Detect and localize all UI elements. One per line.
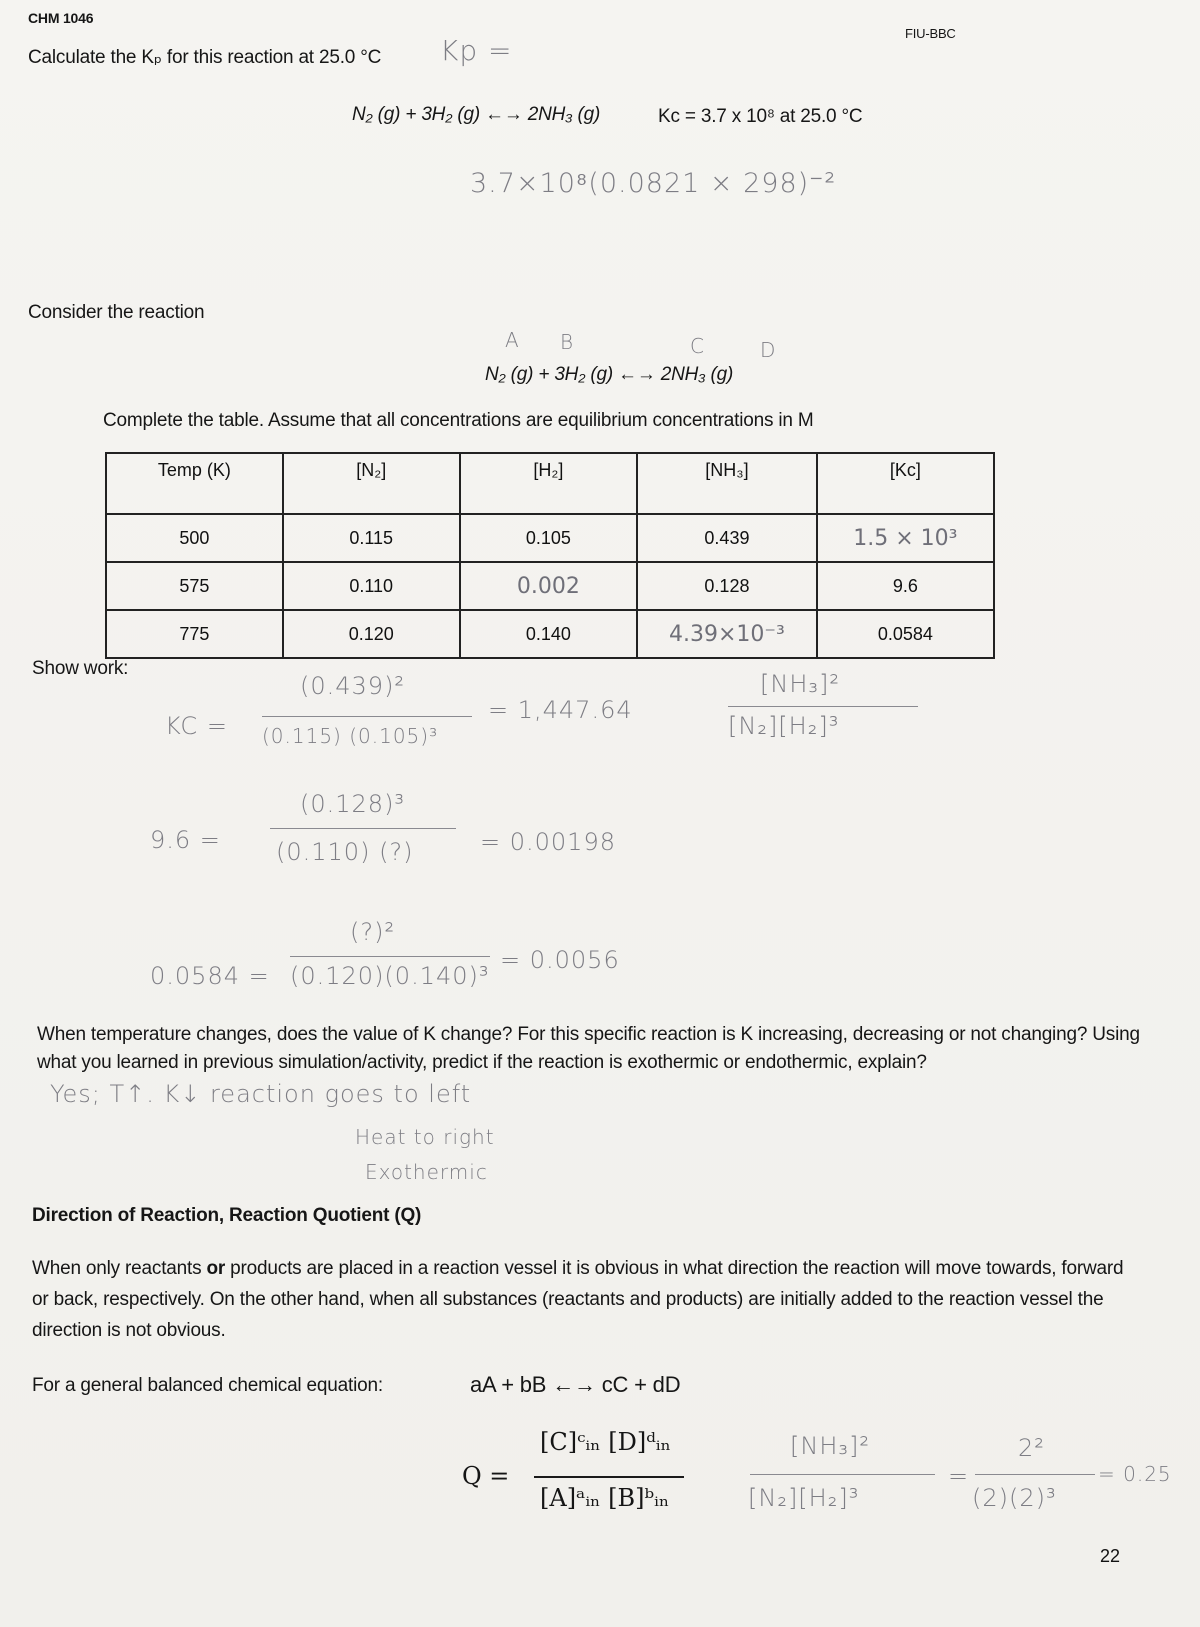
question-line-2: what you learned in previous simulation/activity, predict if the reaction is exothermic or endothermic, explain? xyxy=(37,1052,927,1073)
work1-numerator: (0.439)² xyxy=(300,672,406,700)
reaction-equation-1: N₂ (g) + 3H₂ (g) ←→ 2NH₃ (g) xyxy=(352,104,601,125)
show-work-label: Show work: xyxy=(32,658,129,679)
cell-nh3: 0.128 xyxy=(637,562,817,610)
work1-fraction-bar xyxy=(262,716,472,717)
cell-temp: 500 xyxy=(106,514,283,562)
hand-q-numerator-2: 2² xyxy=(1018,1434,1045,1462)
equilibrium-table xyxy=(105,452,995,659)
campus-label: FIU-BBC xyxy=(905,26,956,41)
hand-q-result: = 0.25 xyxy=(1098,1462,1172,1486)
work2-denominator: (0.110) (?) xyxy=(276,838,414,866)
hand-letter-b: B xyxy=(560,330,575,354)
header-h2: [H₂] xyxy=(460,453,638,514)
work3-denominator: (0.120)(0.140)³ xyxy=(290,962,490,990)
question-line-1: When temperature changes, does the value of K change? For this specific reaction is K increasing, decreasing or not changing? Using xyxy=(37,1024,1140,1045)
header-temp: Temp (K) xyxy=(106,453,283,514)
work3-numerator: (?)² xyxy=(350,918,396,946)
work1-denominator: (0.115) (0.105)³ xyxy=(262,724,439,748)
hand-q-bar xyxy=(750,1474,935,1475)
work2-numerator: (0.128)³ xyxy=(300,790,406,818)
q-denominator: [A]ᵃᵢₙ [B]ᵇᵢₙ xyxy=(540,1484,670,1512)
page-number: 22 xyxy=(1100,1546,1121,1566)
answer-line-2: Heat to right xyxy=(355,1125,495,1149)
kp-prompt: Calculate the Kₚ for this reaction at 25.0 °C xyxy=(28,47,382,68)
work1-result: = 1,447.64 xyxy=(488,696,633,724)
hand-kp-calculation: 3.7×10⁸(0.0821 × 298)⁻² xyxy=(470,168,837,199)
answer-line-1: Yes; T↑. K↓ reaction goes to left xyxy=(50,1080,472,1108)
work2-result: = 0.00198 xyxy=(480,828,616,856)
consider-label: Consider the reaction xyxy=(28,302,205,323)
cell-h2: 0.140 xyxy=(460,610,638,658)
course-code: CHM 1046 xyxy=(28,10,94,26)
para-or-emphasis: or xyxy=(206,1258,226,1279)
kc-formula-numerator: [NH₃]² xyxy=(760,670,840,698)
cell-nh3: 0.439 xyxy=(637,514,817,562)
cell-h2: 0.105 xyxy=(460,514,638,562)
cell-nh3-handwritten: 4.39×10⁻³ xyxy=(637,610,817,658)
table-row xyxy=(106,562,994,610)
table-row xyxy=(106,610,994,658)
answer-line-3: Exothermic xyxy=(365,1160,488,1184)
table-header-row xyxy=(106,453,994,514)
hand-q-numerator: [NH₃]² xyxy=(790,1432,870,1460)
hand-kp-label: Kp = xyxy=(440,34,513,67)
hand-q-equals: = xyxy=(948,1462,970,1490)
hand-q-denominator: [N₂][H₂]³ xyxy=(748,1484,860,1512)
cell-temp: 575 xyxy=(106,562,283,610)
cell-kc: 9.6 xyxy=(817,562,994,610)
hand-letter-d: D xyxy=(760,338,777,362)
hand-letter-a: A xyxy=(505,328,520,352)
header-kc: [Kc] xyxy=(817,453,994,514)
general-equation-label: For a general balanced chemical equation: xyxy=(32,1375,383,1396)
work3-result: = 0.0056 xyxy=(500,946,620,974)
q-lhs: Q = xyxy=(462,1462,510,1490)
table-row xyxy=(106,514,994,562)
cell-temp: 775 xyxy=(106,610,283,658)
cell-n2: 0.120 xyxy=(283,610,460,658)
kc-formula-bar xyxy=(728,706,918,707)
kc-formula-denominator: [N₂][H₂]³ xyxy=(728,712,840,740)
hand-letter-c: C xyxy=(690,334,705,358)
direction-para-line-2: or back, respectively. On the other hand, when all substances (reactants and products) are initially added to the reaction vessel the xyxy=(32,1289,1104,1310)
q-numerator: [C]ᶜᵢₙ [D]ᵈᵢₙ xyxy=(540,1428,672,1456)
header-n2: [N₂] xyxy=(283,453,460,514)
general-equation: aA + bB ←→ cC + dD xyxy=(470,1372,681,1397)
header-nh3: [NH₃] xyxy=(637,453,817,514)
work1-lhs: KC = xyxy=(165,712,228,740)
direction-para-line-1 xyxy=(32,1258,1123,1280)
reaction-equation-2: N₂ (g) + 3H₂ (g) ←→ 2NH₃ (g) xyxy=(485,364,734,385)
para-text-b: products are placed in a reaction vessel it is obvious in what direction the reaction will move towards, forward xyxy=(225,1258,1124,1279)
direction-heading: Direction of Reaction, Reaction Quotient (Q) xyxy=(32,1205,422,1226)
direction-para-line-3: direction is not obvious. xyxy=(32,1320,226,1341)
cell-kc: 0.0584 xyxy=(817,610,994,658)
cell-h2-handwritten: 0.002 xyxy=(460,562,638,610)
cell-kc-handwritten: 1.5 × 10³ xyxy=(817,514,994,562)
table-instruction: Complete the table. Assume that all concentrations are equilibrium concentrations in M xyxy=(103,410,814,431)
hand-q-denominator-2: (2)(2)³ xyxy=(972,1484,1057,1512)
work2-fraction-bar xyxy=(270,828,456,829)
cell-n2: 0.110 xyxy=(283,562,460,610)
para-text-a: When only reactants xyxy=(32,1258,207,1279)
hand-q-bar-2 xyxy=(975,1474,1095,1475)
work3-fraction-bar xyxy=(290,956,490,957)
cell-n2: 0.115 xyxy=(283,514,460,562)
q-fraction-bar xyxy=(534,1476,684,1478)
work3-lhs: 0.0584 = xyxy=(150,962,270,990)
kc-given: Kc = 3.7 x 10⁸ at 25.0 °C xyxy=(658,106,863,127)
work2-lhs: 9.6 = xyxy=(150,826,221,854)
